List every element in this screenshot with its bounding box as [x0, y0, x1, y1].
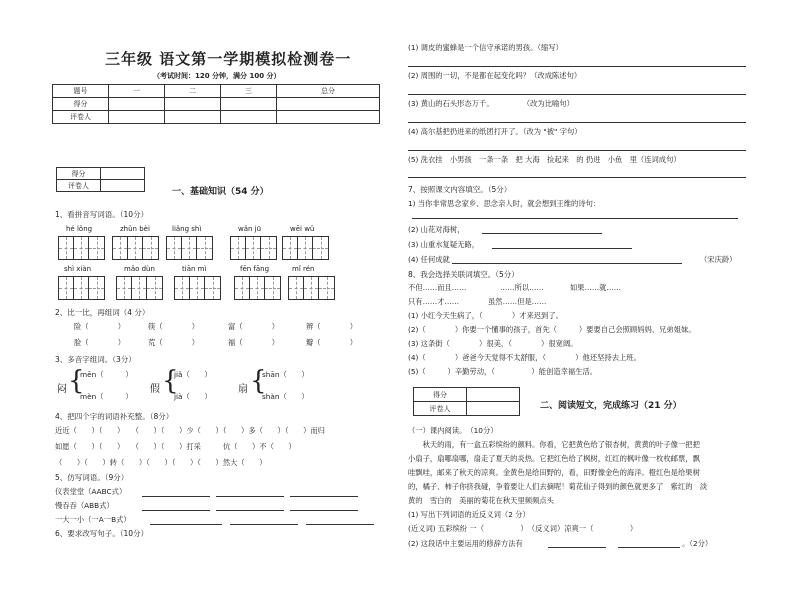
- score-cell[interactable]: [109, 98, 165, 111]
- rewrite-item: (2) 周围的一切，不是都在起变化吗？（改成陈述句）: [408, 71, 582, 80]
- score-header-cell: 二: [165, 85, 221, 98]
- score-cell[interactable]: [221, 98, 277, 111]
- reading-question-2: (2) 这段话中主要运用的修辞方法有: [408, 539, 523, 548]
- score-header-cell: 总分: [277, 85, 380, 98]
- passage-line: 小扇子，扇哪扇哪，扇走了夏天的炎热。它把红色给了枫树，红红的枫叶像一枚枚邮票，飘: [408, 454, 700, 463]
- polyphone-option: jiǎ（ ）: [174, 370, 212, 379]
- polyphone-char: 闷: [57, 384, 67, 395]
- conjunction-option: 不但……而且……: [408, 283, 467, 292]
- score-row-label: 评卷人: [53, 111, 109, 124]
- reading-question-1: (1) 写出下列词语的近反义词（2 分）: [408, 510, 530, 519]
- conjunction-item: (5)（ ）辛勤劳动，（ ）能创造幸福生活。: [408, 367, 598, 376]
- answer-line[interactable]: [408, 122, 746, 123]
- brace-icon: {: [250, 366, 267, 396]
- question-5: 5、仿写词语。（9分）: [55, 473, 129, 482]
- question-6: 6、要求改写句子。（10分）: [55, 529, 149, 538]
- question-8: 8、我会选择关联词填空。（5分）: [408, 270, 519, 279]
- compare-item: 险（ ）: [74, 322, 126, 331]
- fill-item: (4) 任何成就: [408, 255, 450, 264]
- section-2-heading: 二、阅读短文，完成练习（21 分）: [540, 401, 682, 411]
- answer-line[interactable]: [142, 510, 210, 511]
- answer-line[interactable]: [412, 218, 738, 219]
- passage-line: 秋天的雨，有一盒五彩缤纷的颜料。你看，它把黄色给了银杏树，黄黄的叶子像一把把: [408, 440, 700, 449]
- idiom-row: 近近（ ）（ ） （ ）（ ）少（ ）（ ）多（ ）（ ）而归: [55, 426, 325, 435]
- answer-line[interactable]: [230, 524, 298, 525]
- question-4: 4、把四个字的词语补充整。（8分）: [55, 412, 174, 421]
- answer-line[interactable]: [306, 524, 374, 525]
- fill-item: (2) 山花对海树，: [408, 225, 465, 234]
- score-header-cell: 三: [221, 85, 277, 98]
- answer-line[interactable]: [408, 177, 746, 178]
- question-3: 3、多音字组词。（3分）: [55, 355, 136, 364]
- score-header-cell: 一: [109, 85, 165, 98]
- rewrite-item: (3) 黄山的石头形态万千。 （改为比喻句）: [408, 99, 574, 108]
- question-1: 1、看拼音写词语。（10分）: [55, 210, 149, 219]
- fill-attribution: （宋庆龄）: [700, 255, 737, 264]
- rewrite-item: (1) 调皮的蜜蜂是一个信守承诺的男孩。（缩写）: [408, 43, 563, 52]
- grader-label: 评卷人: [414, 402, 467, 416]
- compare-item: 瓣（ ）: [306, 338, 358, 347]
- answer-line[interactable]: [492, 248, 632, 249]
- compare-item: 福（ ）: [228, 338, 280, 347]
- grader-label: 得分: [414, 388, 467, 402]
- answer-line[interactable]: [290, 510, 358, 511]
- grader-cell[interactable]: [101, 168, 145, 180]
- score-cell[interactable]: [277, 98, 380, 111]
- writing-grid[interactable]: [282, 236, 329, 260]
- answer-line[interactable]: [408, 150, 746, 151]
- compare-item: 荒（ ）: [148, 338, 200, 347]
- brace-icon: {: [68, 366, 85, 396]
- pinyin-label: wǎn jū: [238, 225, 262, 233]
- rewrite-item: (5) 洗衣挂 小男孩 一条一条 把 大海 捡起来 的 扔进 小鱼 里（连词成句）: [408, 155, 681, 164]
- conjunction-item: (1) 小红今天生病了，（ ）才来迟到了。: [408, 311, 563, 320]
- reading-question-2-points: 。（2分）: [682, 539, 713, 548]
- imitation-prompt: 一大一小（一A一B式）: [55, 515, 131, 524]
- pinyin-label: hé lǒng: [66, 225, 93, 233]
- writing-grid[interactable]: [58, 236, 105, 260]
- answer-line[interactable]: [548, 547, 606, 548]
- pinyin-label: shì xiàn: [64, 265, 92, 273]
- answer-line[interactable]: [408, 66, 746, 67]
- pinyin-label: wēi wǔ: [290, 225, 315, 233]
- writing-grid[interactable]: [166, 236, 213, 260]
- pinyin-label: liǎng shì: [172, 225, 202, 233]
- writing-grid[interactable]: [116, 276, 163, 300]
- polyphone-char: 扇: [238, 384, 248, 395]
- grader-box-right: [413, 387, 520, 416]
- writing-grid[interactable]: [234, 276, 281, 300]
- section-1-heading: 一、基础知识（54 分）: [172, 187, 269, 197]
- score-cell[interactable]: [109, 111, 165, 124]
- conjunction-option: ……所以……: [500, 283, 544, 292]
- conjunction-option: 如果……就……: [570, 283, 622, 292]
- answer-line[interactable]: [290, 496, 358, 497]
- pinyin-label: fēn fāng: [240, 265, 270, 273]
- writing-grid[interactable]: [112, 236, 159, 260]
- polyphone-option: jià（ ）: [174, 392, 212, 401]
- exam-subtitle: （考试时间：120 分钟，满分 100 分）: [153, 72, 281, 80]
- writing-grid[interactable]: [58, 276, 105, 300]
- passage-line: 哇飘哇，邮来了秋天的凉爽。金黄色是给田野的，看，田野像金色的海洋。橙红色是给果树: [408, 468, 700, 477]
- pinyin-label: tiān mì: [182, 265, 207, 273]
- conjunction-item: (3) 这条街（ ）很美，（ ）很宽阔。: [408, 339, 578, 348]
- grader-box-left: [56, 167, 145, 192]
- grader-cell[interactable]: [467, 388, 520, 402]
- answer-line[interactable]: [408, 94, 746, 95]
- writing-grid[interactable]: [230, 236, 277, 260]
- compare-item: 辨（ ）: [306, 322, 358, 331]
- answer-line[interactable]: [482, 233, 602, 234]
- compare-item: 脸（ ）: [74, 338, 126, 347]
- idiom-row: 如愿（ ）（ ） （ ）（ ）打采 伉（ ）不（ ）: [55, 442, 296, 451]
- fill-item: 1) 当你非常思念家乡、思念亲人时，就会想到王维的诗句：: [408, 199, 601, 208]
- answer-line[interactable]: [142, 496, 210, 497]
- polyphone-char: 假: [150, 384, 160, 395]
- score-table: [52, 84, 380, 124]
- rewrite-item: (4) 高尔基把扔进来的纸团打开了。（改为 "被" 字句）: [408, 127, 582, 136]
- grader-cell[interactable]: [467, 402, 520, 416]
- polyphone-option: shān（ ）: [262, 370, 309, 379]
- question-2: 2、比一比，再组词（4 分）: [55, 308, 150, 317]
- score-table-row: [53, 111, 380, 124]
- polyphone-option: mēn（ ）: [80, 370, 133, 379]
- writing-grid[interactable]: [174, 276, 221, 300]
- score-header-cell: 题号: [53, 85, 109, 98]
- answer-line[interactable]: [216, 510, 284, 511]
- idiom-row: （ ）（ ）转（ ）（ ）（ ）（ ）然大（ ）: [55, 458, 267, 467]
- polyphone-option: shàn（ ）: [262, 392, 309, 401]
- conjunction-option: 只有……才……: [408, 297, 460, 306]
- compare-item: 富（ ）: [228, 322, 280, 331]
- imitation-prompt: 仪表堂堂（AABC式）: [55, 487, 127, 496]
- score-table-header-row: [53, 85, 380, 98]
- writing-grid[interactable]: [288, 276, 335, 300]
- grader-label: 评卷人: [57, 180, 101, 192]
- conjunction-option: 虽然……但是……: [488, 297, 547, 306]
- reading-answer-row: (近义词) 五彩缤纷 一（ ） （反义词）凉爽一（ ）: [408, 524, 638, 533]
- page-title: 三年级 语文第一学期模拟检测卷一: [105, 50, 352, 68]
- pinyin-label: mǐ rén: [292, 265, 315, 273]
- answer-line[interactable]: [618, 547, 680, 548]
- score-row-label: 得分: [53, 98, 109, 111]
- score-cell[interactable]: [165, 111, 221, 124]
- pinyin-label: zhǔn bèi: [120, 225, 150, 233]
- passage-line: 的，橘子、柿子你挤我碰，争着要让人们去摘呢！菊花仙子得到的颜色就更多了 紫红的 淡: [408, 482, 708, 491]
- reading-title: （一）课内阅读。 （10分）: [408, 426, 498, 435]
- polyphone-option: mèn（ ）: [80, 392, 133, 401]
- score-cell[interactable]: [165, 98, 221, 111]
- question-7: 7、按照课文内容填空。（5分）: [408, 185, 512, 194]
- fill-item: (3) 山重水复疑无路，: [408, 240, 480, 249]
- grader-label: 得分: [57, 168, 101, 180]
- score-cell[interactable]: [277, 111, 380, 124]
- grader-cell[interactable]: [101, 180, 145, 192]
- answer-line[interactable]: [216, 496, 284, 497]
- answer-line[interactable]: [452, 263, 682, 264]
- pinyin-label: mǎo dùn: [124, 265, 155, 273]
- answer-line[interactable]: [150, 524, 222, 525]
- score-table-row: [53, 98, 380, 111]
- conjunction-item: (2)（ ）你要一个懂事的孩子，首先（ ）要要自己会照顾妈妈、兄弟姐妹。: [408, 325, 696, 334]
- brace-icon: {: [162, 366, 179, 396]
- compare-item: 筷（ ）: [148, 322, 200, 331]
- score-cell[interactable]: [221, 111, 277, 124]
- conjunction-item: (4)（ ）爸爸今天觉得不太舒服，（ ）他还坚持去上班。: [408, 353, 641, 362]
- passage-line: 黄的 雪白的 美丽的菊花在秋天里频频点头: [408, 496, 554, 505]
- imitation-prompt: 慢吞吞（ABB式）: [55, 501, 114, 510]
